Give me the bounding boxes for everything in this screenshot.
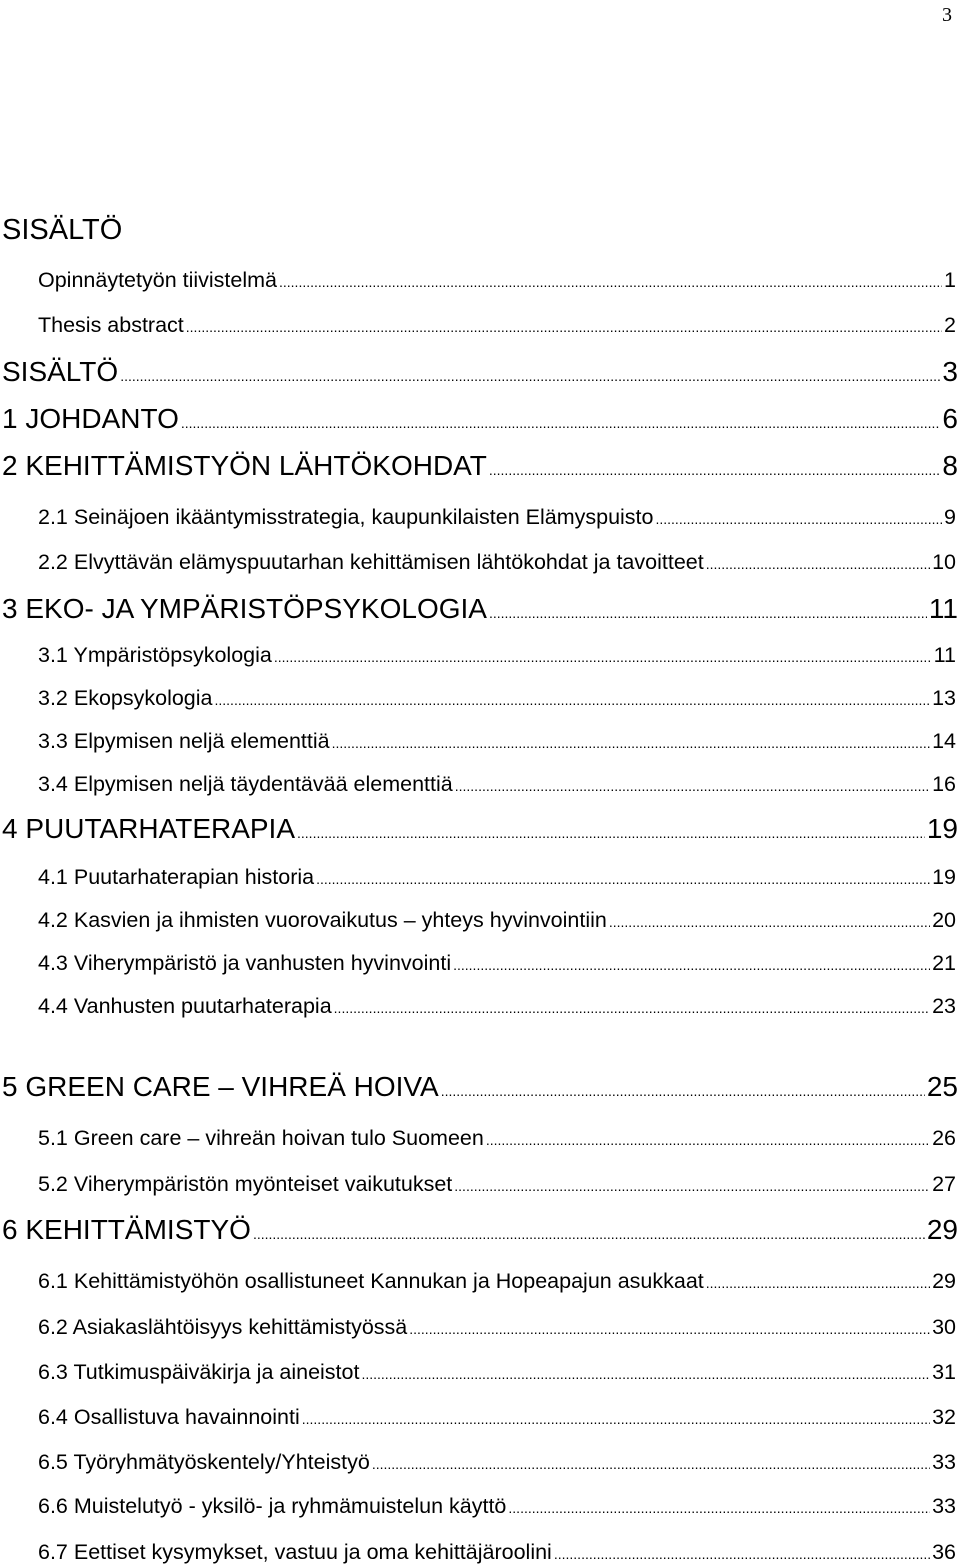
dot-leader [508,1490,930,1522]
toc-entry-label: 5.2 Viherympäristön myönteiset vaikutukset [38,1172,453,1196]
toc-entry-label: 6.6 Muistelutyö - yksilö- ja ryhmämuistelun käyttö [38,1494,507,1518]
toc-entry[interactable] [2,810,958,848]
toc-entry-label: SISÄLTÖ [2,356,119,387]
toc-entry-page: 29 [932,1269,956,1293]
toc-entry-page: 11 [933,643,956,667]
toc-entry-page: 1 [944,268,956,292]
dot-leader [655,501,942,533]
toc-entry-label: Thesis abstract [38,313,184,337]
dot-leader [489,590,927,628]
toc-entry[interactable] [2,1211,958,1249]
toc-entry-page: 27 [932,1172,956,1196]
page-number: 3 [942,4,952,26]
toc-entry-label: 2.2 Elvyttävän elämyspuutarhan kehittämisen lähtökohdat ja tavoitteet [38,550,704,574]
toc-entry[interactable] [38,1265,956,1297]
toc-entry[interactable] [38,1168,956,1200]
toc-entry-page: 19 [926,813,958,844]
toc-entry[interactable] [2,447,958,485]
toc-entry-label: 6.1 Kehittämistyöhön osallistuneet Kannukan ja Hopeapajun asukkaat [38,1269,704,1293]
toc-entry-page: 33 [932,1450,956,1474]
toc-entry[interactable] [38,546,956,578]
toc-entry-label: 5.1 Green care – vihreän hoivan tulo Suomeen [38,1126,484,1150]
toc-entry[interactable] [38,947,956,979]
toc-entry-page: 19 [932,865,956,889]
toc-entry-page: 6 [942,403,958,434]
toc-entry-page: 25 [926,1071,958,1102]
dot-leader [361,1356,930,1388]
dot-leader [554,1536,930,1568]
toc-entry-label: 5 GREEN CARE – VIHREÄ HOIVA [2,1071,439,1102]
toc-entry[interactable] [38,309,956,341]
dot-leader [441,1068,925,1106]
toc-entry[interactable] [38,768,956,800]
toc-entry[interactable] [38,990,956,1022]
toc-entry[interactable] [38,1356,956,1388]
toc-entry-label: 6 KEHITTÄMISTYÖ [2,1214,251,1245]
dot-leader [486,1122,930,1154]
toc-entry-page: 20 [932,908,956,932]
toc-heading: SISÄLTÖ [2,214,123,246]
toc-entry-label: 6.5 Työryhmätyöskentely/Yhteistyö [38,1450,370,1474]
dot-leader [706,546,930,578]
toc-entry-page: 11 [928,593,958,624]
toc-entry-label: 4.4 Vanhusten puutarhaterapia [38,994,332,1018]
toc-entry[interactable] [2,400,958,438]
dot-leader [489,447,941,485]
toc-entry[interactable] [2,1068,958,1106]
toc-entry-page: 3 [942,356,958,387]
dot-leader [609,904,930,936]
toc-entry-page: 16 [932,772,956,796]
toc-entry-page: 33 [932,1494,956,1518]
dot-leader [215,682,931,714]
toc-entry[interactable] [38,682,956,714]
toc-entry-label: 6.2 Asiakaslähtöisyys kehittämistyössä [38,1315,408,1339]
toc-entry[interactable] [38,725,956,757]
toc-entry-label: 2 KEHITTÄMISTYÖN LÄHTÖKOHDAT [2,450,487,481]
toc-entry-page: 10 [932,550,956,574]
dot-leader [455,768,930,800]
toc-entry-page: 32 [932,1405,956,1429]
toc-entry[interactable] [38,904,956,936]
dot-leader [279,264,942,296]
dot-leader [253,1211,925,1249]
toc-entry-label: 4.3 Viherympäristö ja vanhusten hyvinvointi [38,951,452,975]
toc-entry-label: 3.1 Ympäristöpsykologia [38,643,272,667]
toc-entry-label: 2.1 Seinäjoen ikääntymisstrategia, kaupunkilaisten Elämyspuisto [38,505,654,529]
toc-entry-page: 2 [944,313,956,337]
toc-entry[interactable] [38,1122,956,1154]
toc-entry-label: 3.3 Elpymisen neljä elementtiä [38,729,330,753]
toc-entry-label: 3 EKO- JA YMPÄRISTÖPSYKOLOGIA [2,593,487,624]
toc-entry-label: 6.7 Eettiset kysymykset, vastuu ja oma kehittäjäroolini [38,1540,552,1564]
toc-entry-label: 4.1 Puutarhaterapian historia [38,865,315,889]
toc-entry-page: 21 [932,951,956,975]
toc-entry-page: 26 [932,1126,956,1150]
toc-entry-page: 30 [932,1315,956,1339]
toc-entry[interactable] [38,639,956,671]
dot-leader [454,1168,930,1200]
dot-leader [409,1311,930,1343]
toc-entry[interactable] [38,861,956,893]
toc-entry-label: Opinnäytetyön tiivistelmä [38,268,277,292]
dot-leader [302,1401,930,1433]
dot-leader [297,810,925,848]
toc-entry-page: 13 [932,686,956,710]
toc-entry[interactable] [38,1446,956,1478]
dot-leader [334,990,930,1022]
toc-entry[interactable] [38,1401,956,1433]
dot-leader [120,353,940,391]
toc-entry[interactable] [38,1536,956,1568]
toc-entry-page: 14 [932,729,956,753]
toc-entry[interactable] [38,264,956,296]
toc-entry-page: 29 [926,1214,958,1245]
toc-entry[interactable] [2,353,958,391]
toc-entry-label: 1 JOHDANTO [2,403,179,434]
dot-leader [453,947,930,979]
toc-entry-label: 4 PUUTARHATERAPIA [2,813,296,844]
dot-leader [706,1265,930,1297]
toc-entry-label: 3.2 Ekopsykologia [38,686,213,710]
toc-entry-page: 23 [932,994,956,1018]
toc-entry-page: 36 [932,1540,956,1564]
toc-entry-label: 4.2 Kasvien ja ihmisten vuorovaikutus – yhteys hyvinvointiin [38,908,607,932]
dot-leader [274,639,932,671]
toc-entry-page: 8 [942,450,958,481]
toc-entry[interactable] [2,590,958,628]
toc-entry-page: 9 [944,505,956,529]
toc-entry[interactable] [38,501,956,533]
toc-entry-page: 31 [932,1360,956,1384]
toc-entry-label: 3.4 Elpymisen neljä täydentävää elementtiä [38,772,453,796]
dot-leader [332,725,930,757]
dot-leader [372,1446,930,1478]
toc-entry-label: 6.4 Osallistuva havainnointi [38,1405,300,1429]
toc-entry[interactable] [38,1490,956,1522]
toc-entry-label: 6.3 Tutkimuspäiväkirja ja aineistot [38,1360,360,1384]
dot-leader [316,861,930,893]
toc-entry[interactable] [38,1311,956,1343]
dot-leader [186,309,942,341]
dot-leader [181,400,941,438]
